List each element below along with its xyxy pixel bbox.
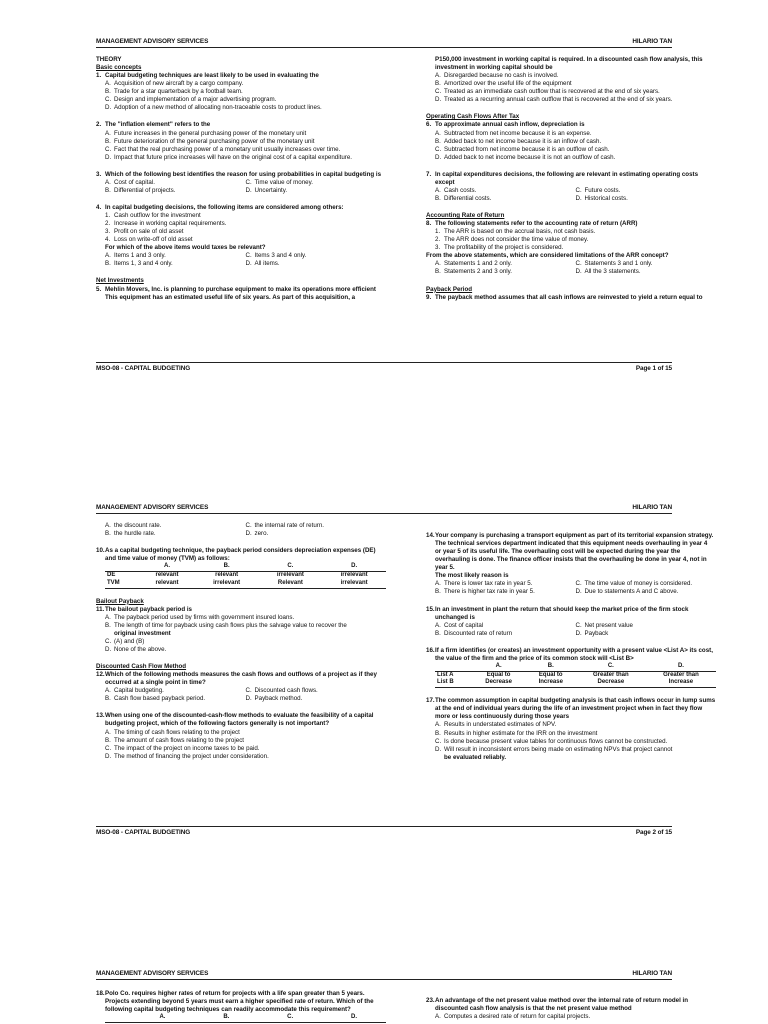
question-7: 7. In capital expenditures decisions, the following are relevant in estimating operating costs except A. Cash costs. C. Future costs. B. Differential costs. D. Historical costs. xyxy=(426,171,716,203)
question-4: 4. In capital budgeting decisions, the following items are considered among others: 1. Cash outflow for the investment 2. Increase in working capital requirements. 3. Profit on sale of old asset 4. Loss on write-off of old asset For which of the above items would taxes be relevant? A. Items 1 and 3 only. C. Items 3 and 4 only. B. Items 1, 3 and 4 only. D. All items. xyxy=(96,204,386,269)
option: B. Differential of projects. xyxy=(105,186,176,194)
option: B. Differential costs. xyxy=(435,194,492,202)
option-grid xyxy=(96,522,386,538)
option: C. Net present value xyxy=(575,621,633,629)
footer-rule xyxy=(96,362,672,363)
option: C. Time value of money. xyxy=(245,178,313,186)
question-text: The "inflation element" refers to the xyxy=(105,121,211,129)
question-6: Operating Cash Flows After Tax 6. To approximate annual cash inflow, depreciation is A. Subtracted from net income because it is an expense. B. Added back to net income because it is an inflow of cash. C. Subtracted from net income because it is an outflow of cash. D. Added back to net income because it is not an outflow of cash. xyxy=(426,113,716,161)
option: D. zero. xyxy=(245,530,269,538)
question-text: The common assumption in capital budgeting analysis is that cash inflows occur in lump sums xyxy=(435,697,716,705)
option: A. There is lower tax rate in year 5. xyxy=(435,580,533,588)
list-item: 1. Cash outflow for the investment xyxy=(105,212,201,219)
question-1: 1. Capital budgeting techniques are least likely to be used in evaluating the A. Acquisition of new aircraft by a cargo company. B. Trade for a star quarterback by a football team. C. Design and implementation of a major advertising program. D. Adoption of a new method of allocating non-traceable costs to product lines. xyxy=(96,72,386,112)
question-13: 13. When using one of the discounted-cash-flow methods to evaluate the feasibility of a capital budgeting project, which of the following factors generally is not important? A. The timing of cash flows relating to the project B. The amount of cash flows relating to the project C. The impact of the project on income taxes to be paid. D. The method of financing the project under consideration. xyxy=(96,712,386,760)
option: A. Subtracted from net income because it is an expense. xyxy=(435,129,592,137)
option: C. Design and implementation of a major advertising program. xyxy=(105,96,277,104)
question-text: Which of the following best identifies the reason for using probabilities in capital budgeting is xyxy=(105,170,382,178)
right-column xyxy=(426,997,716,1021)
section-title: THEORY xyxy=(96,56,122,63)
option: B. Cash flow based payback period. xyxy=(105,695,206,703)
option: A. the discount rate. xyxy=(105,522,162,529)
question-text: The payback method assumes that all cash inflows are reinvested to yield a return equal to xyxy=(435,293,703,301)
option-grid xyxy=(426,622,716,638)
right-column xyxy=(426,56,716,302)
option-grid xyxy=(426,187,716,203)
question-11: Bailout Payback 11. The bailout payback period is A. The payback period used by firms with government insured loans. B. The length of time for payback using cash flows plus the salvage value to recover the original investment C. (A) and (B) D. None of the above. xyxy=(96,598,386,654)
option: B. Results in higher estimate for the IRR on the investment xyxy=(435,729,598,737)
option: A. Items 1 and 3 only. xyxy=(105,252,166,260)
option: B. The amount of cash flows relating to the project xyxy=(105,736,245,744)
question-16: 16. If a firm identifies (or creates) an investment opportunity with a present value <List A> its cost, the value of the firm and the price of its common stock will <List B> A. B. C. D. List A Equal to Equal to Greater than Greater than List B Decrease Increase Decrease Increase xyxy=(426,647,716,689)
header-right: HILARIO TAN xyxy=(632,504,672,511)
question-text: To approximate annual cash inflow, depreciation is xyxy=(435,121,585,129)
header-rule xyxy=(96,513,672,514)
option: D. Payback method. xyxy=(245,695,303,703)
option: D. Historical costs. xyxy=(575,194,628,202)
option: C. Items 3 and 4 only. xyxy=(245,252,307,260)
list-item: 3. The profitability of the project is considered. xyxy=(435,244,564,252)
question-9: Payback Period 9. The payback method assumes that all cash inflows are reinvested to yield a return equal to xyxy=(426,286,716,302)
option: A. Statements 1 and 2 only. xyxy=(435,260,512,268)
answer-table: A. B. C. D. xyxy=(105,1014,386,1023)
list-item: 2. The ARR does not consider the time value of money. xyxy=(435,236,589,244)
page-number: Page 2 of 15 xyxy=(635,829,672,836)
list-item: 1. The ARR is based on the accrual basis, not cash basis. xyxy=(435,228,596,236)
question-text: The bailout payback period is xyxy=(105,605,192,613)
option: C. Subtracted from net income because it is an outflow of cash. xyxy=(435,145,610,153)
list-item: 3. Profit on sale of old asset xyxy=(105,228,184,236)
option: B. Amortized over the useful life of the equipment xyxy=(435,80,572,88)
question-12: Discounted Cash Flow Method 12. Which of the following methods measures the cash flows and outflows of a project as if they occurred at a single point in time? A. Capital budgeting. C. Discounted cash flows. B. Cash flow based payback period. D. Payback method. xyxy=(96,663,386,703)
header-left: MANAGEMENT ADVISORY SERVICES xyxy=(96,970,209,977)
question-23: 23. An advantage of the net present value method over the internal rate of return model in discounted cash flow analysis is that the net present value method A. Computes a desired rate of return for capital projects. xyxy=(426,997,716,1021)
option: D. The method of financing the project under consideration. xyxy=(105,752,269,760)
section-heading: Basic concepts xyxy=(96,64,142,72)
section-heading: Operating Cash Flows After Tax xyxy=(426,113,520,121)
option-grid xyxy=(426,580,716,596)
option: A. Disregarded because no cash is involved. xyxy=(435,72,559,80)
header-rule xyxy=(96,979,672,980)
page-number: Page 1 of 15 xyxy=(635,365,672,372)
option: B. Items 1, 3 and 4 only. xyxy=(105,260,173,268)
section-heading: Discounted Cash Flow Method xyxy=(96,663,187,671)
section-heading: Accounting Rate of Return xyxy=(426,212,505,219)
question-5: Net Investments 5. Mehlin Movers, Inc. is planning to purchase equipment to make its operations more efficient This equipment has an estimated useful life of six years. As part of this acquisition, a xyxy=(96,277,386,301)
section-heading: Payback Period xyxy=(426,285,473,293)
footer-left: MSO-08 - CAPITAL BUDGETING xyxy=(96,829,191,836)
question-prompt: From the above statements, which are considered limitations of the ARR concept? xyxy=(426,252,669,260)
list-item: 4. Loss on write-off of old asset xyxy=(105,236,193,244)
option: C. Statements 3 and 1 only. xyxy=(575,260,653,268)
option: D. Payback xyxy=(575,629,609,637)
option: C. (A) and (B) xyxy=(105,637,145,645)
page-footer xyxy=(96,829,672,837)
option: B. Statements 2 and 3 only. xyxy=(435,268,512,276)
answer-table: A. B. C. D. DE relevant relevant irrelevant irrelevant TVM relevant irrelevant Relevant irrelevant xyxy=(105,563,386,588)
option: A. The timing of cash flows relating to the project xyxy=(105,728,240,736)
question-18: 18. Polo Co. requires higher rates of return for projects with a life span greater than 5 years. Projects extending beyond 5 years must earn a higher specified rate of return. Which of the following capital budgeting techniques can readily accommodate this requirement? A. B. C. D. xyxy=(96,990,386,1023)
option-grid xyxy=(426,260,716,276)
option: A. Cash costs. xyxy=(435,186,477,194)
option: A. Computes a desired rate of return for capital projects. xyxy=(435,1013,591,1021)
option: D. Uncertainty. xyxy=(245,186,288,194)
question-text: The following statements refer to the accounting rate of return (ARR) xyxy=(435,220,638,228)
option: B. Trade for a star quarterback by a football team. xyxy=(105,88,243,96)
question-text: As a capital budgeting technique, the payback period considers depreciation expenses (DE) xyxy=(105,547,376,555)
header-left: MANAGEMENT ADVISORY SERVICES xyxy=(96,504,209,511)
left-column xyxy=(96,56,386,302)
option: B. Added back to net income because it is an inflow of cash. xyxy=(435,137,602,145)
question-10: 10. As a capital budgeting technique, the payback period considers depreciation expenses (DE) and time value of money (TVM) as follows: A. B. C. D. DE relevant relevant irrelevant irrelevant TVM relevant irrelevant Relevant irrelevant xyxy=(96,547,386,589)
question-text: Polo Co. requires higher rates of return for projects with a life span greater than 5 years. xyxy=(105,990,365,997)
table-row: TVM relevant irrelevant Relevant irrelevant xyxy=(105,580,386,588)
question-text: Capital budgeting techniques are least likely to be used in evaluating the xyxy=(105,72,319,80)
question-text: In capital expenditures decisions, the following are relevant in estimating operating costs xyxy=(435,170,699,178)
option-grid xyxy=(96,687,386,703)
section-heading: Bailout Payback xyxy=(96,597,144,605)
option: D. Due to statements A and C above. xyxy=(575,588,679,596)
option: A. Cost of capital xyxy=(435,621,484,629)
option: C. The time value of money is considered. xyxy=(575,580,693,588)
option: A. Future increases in the general purchasing power of the monetary unit xyxy=(105,129,307,137)
question-5-continued: P150,000 investment in working capital is required. In a discounted cash flow analysis, this investment in working capital should be A. Disregarded because no cash is involved. B. Amortized over the useful life of the equipment C. Treated as an immediate cash outflow that is recovered at the end of six years. D. Treated as a recurring annual cash outflow that is recovered at the end of six years. xyxy=(426,56,716,104)
option: B. The length of time for payback using cash flows plus the salvage value to recover the xyxy=(105,621,347,629)
page-header xyxy=(96,38,672,46)
option: C. The impact of the project on income taxes to be paid. xyxy=(105,744,260,752)
option: B. Discounted rate of return xyxy=(435,629,513,637)
header-right: HILARIO TAN xyxy=(632,970,672,977)
left-column xyxy=(96,522,386,761)
option-grid xyxy=(96,252,386,268)
question-15: 15. In an investment in plant the return that should keep the market price of the firm stock unchanged is A. Cost of capital C. Net present value B. Discounted rate of return D. Payback xyxy=(426,606,716,638)
option: D. All items. xyxy=(245,260,280,268)
question-text: In an investment in plant the return that should keep the market price of the firm stock xyxy=(435,605,689,613)
right-column xyxy=(426,532,716,762)
option-grid xyxy=(96,179,386,195)
option: D. Added back to net income because it is not an outflow of cash. xyxy=(435,153,616,161)
option: C. Is done because present value tables for continuous flows cannot be constructed. xyxy=(435,737,668,745)
answer-table: A. B. C. D. List A Equal to Equal to Greater than Greater than List B Decrease Increase Decrease Increase xyxy=(435,663,716,688)
option: D. None of the above. xyxy=(105,646,167,654)
option: D. All the 3 statements. xyxy=(575,268,641,276)
option: A. Cost of capital. xyxy=(105,178,155,186)
question-text: Your company is purchasing a transport equipment as part of its territorial expansion strategy. xyxy=(435,532,714,539)
option: A. Acquisition of new aircraft by a cargo company. xyxy=(105,80,244,88)
option: C. Treated as an immediate cash outflow that is recovered at the end of six years. xyxy=(435,88,660,96)
option: C. Fact that the real purchasing power of a monetary unit usually increases over time. xyxy=(105,145,341,153)
option: B. There is higher tax rate in year 5. xyxy=(435,588,535,596)
option: C. Future costs. xyxy=(575,186,621,194)
option: B. Future deterioration of the general purchasing power of the monetary unit xyxy=(105,137,315,145)
question-17: 17. The common assumption in capital budgeting analysis is that cash inflows occur in lump sums at the end of individual years during the life of an investment project when in fact they flow more or less continuously during those years A. Results in understated estimates of NPV. B. Results in higher estimate for the IRR on the investment C. Is done because present value tables for continuous flows cannot be constructed. D. Will result in inconsistent errors being made on estimating NPVs that project cannot be evaluated reliably. xyxy=(426,697,716,761)
page-header xyxy=(96,970,672,978)
question-3: 3. Which of the following best identifies the reason for using probabilities in capital budgeting is A. Cost of capital. C. Time value of money. B. Differential of projects. D. Uncertainty. xyxy=(96,171,386,195)
footer-left: MSO-08 - CAPITAL BUDGETING xyxy=(96,365,191,372)
option: C. the internal rate of return. xyxy=(245,522,324,529)
table-row: List B Decrease Increase Decrease Increase xyxy=(435,679,716,687)
header-rule xyxy=(96,47,672,48)
option: A. Results in understated estimates of NPV. xyxy=(435,721,557,729)
question-text: If a firm identifies (or creates) an investment opportunity with a present value <List A> its cost, xyxy=(435,646,713,654)
option: C. Discounted cash flows. xyxy=(245,687,318,695)
section-heading: Net Investments xyxy=(96,277,144,285)
question-text: Which of the following methods measures the cash flows and outflows of a project as if they xyxy=(105,671,377,679)
question-text: When using one of the discounted-cash-flow methods to evaluate the feasibility of a capital xyxy=(105,712,374,720)
question-text: An advantage of the net present value method over the internal rate of return model in xyxy=(435,997,689,1004)
question-text: In capital budgeting decisions, the following items are considered among others: xyxy=(105,203,344,211)
page-header xyxy=(96,504,672,512)
option: D. Impact that future price increases will have on the original cost of a capital expenditure. xyxy=(105,153,353,161)
option: D. Will result in inconsistent errors being made on estimating NPVs that project cannot xyxy=(435,745,673,753)
question-prompt: For which of the above items would taxes be relevant? xyxy=(105,244,266,252)
option: A. The payback period used by firms with government insured loans. xyxy=(105,613,295,621)
question-2: 2. The "inflation element" refers to the A. Future increases in the general purchasing power of the monetary unit B. Future deterioration of the general purchasing power of the monetary unit C. Fact that the real purchasing power of a monetary unit usually increases over time. D. Impact that future price increases will have on the original cost of a capital expenditure. xyxy=(96,121,386,161)
question-14: 14. Your company is purchasing a transport equipment as part of its territorial expansion strategy. The technical services department indicated that this equipment needs overhauling in year 4 or year 5 of its useful life. The overhauling cost will be expected during the year the overhauling is done. The finance officer insists that the overhauling be done in year 4, not in year 5. The most likely reason is A. There is lower tax rate in year 5. C. The time value of money is considered. B. There is higher tax rate in year 5. D. Due to statements A and C above. xyxy=(426,532,716,597)
list-item: 2. Increase in working capital requirements. xyxy=(105,220,227,228)
header-left: MANAGEMENT ADVISORY SERVICES xyxy=(96,38,209,45)
option: D. Treated as a recurring annual cash outflow that is recovered at the end of six years. xyxy=(435,96,673,104)
left-column xyxy=(96,990,386,1023)
option: A. Capital budgeting. xyxy=(105,687,164,695)
question-text: Mehlin Movers, Inc. is planning to purchase equipment to make its operations more efficient xyxy=(105,285,376,293)
question-9-options xyxy=(96,522,386,538)
option: D. Adoption of a new method of allocating non-traceable costs to product lines. xyxy=(105,104,322,112)
question-8: Accounting Rate of Return 8. The following statements refer to the accounting rate of return (ARR) 1. The ARR is based on the accrual basis, not cash basis. 2. The ARR does not consider the time value of money. 3. The profitability of the project is considered. From the above statements, which are considered limitations of the ARR concept? A. Statements 1 and 2 only. C. Statements 3 and 1 only. B. Statements 2 and 3 only. D. All the 3 statements. xyxy=(426,212,716,277)
option: B. the hurdle rate. xyxy=(105,530,156,538)
footer-rule xyxy=(96,826,672,827)
page-footer xyxy=(96,365,672,373)
table-row: List A Equal to Equal to Greater than Greater than xyxy=(437,671,699,678)
table-row: DE relevant relevant irrelevant irrelevant xyxy=(107,572,368,579)
header-right: HILARIO TAN xyxy=(632,38,672,45)
